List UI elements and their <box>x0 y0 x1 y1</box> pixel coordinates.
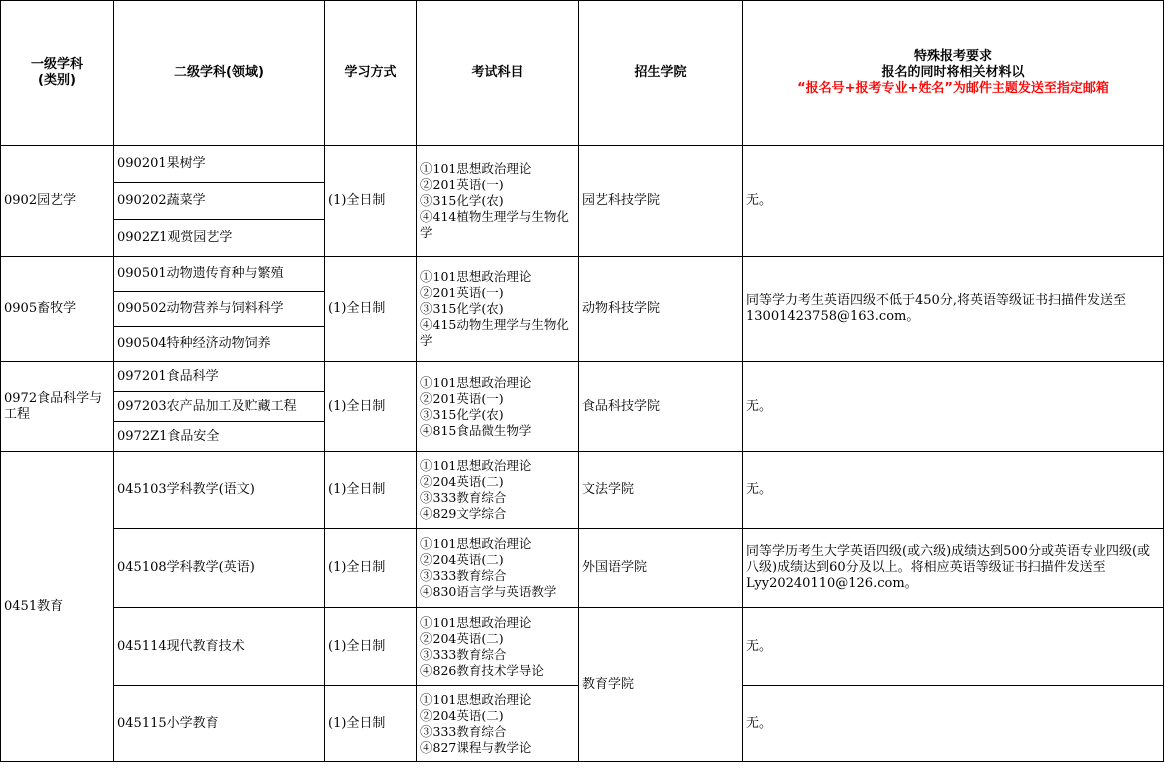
requirement-cell: 无。 <box>743 686 1164 762</box>
study-mode-cell: (1)全日制 <box>325 362 417 452</box>
secondary-subject-cell: 0902Z1观赏园艺学 <box>114 220 325 257</box>
exam-item: ④826教育技术学导论 <box>420 662 544 678</box>
requirement-cell: 无。 <box>743 608 1164 686</box>
primary-subject-cell: 0451教育 <box>1 452 114 762</box>
exam-item: ③333教育综合 <box>420 646 507 662</box>
header-exam: 考试科目 <box>417 1 579 146</box>
exam-item: ②201英语(一) <box>420 285 504 300</box>
exam-subjects-cell <box>417 362 579 452</box>
exam-item: ③315化学(农) <box>420 193 504 208</box>
table-row <box>1 146 1164 183</box>
exam-item: ④829文学综合 <box>420 506 507 521</box>
secondary-subject-cell: 045108学科教学(英语) <box>114 529 325 608</box>
header-req-line2: 报名的同时将相关材料以 <box>881 65 1025 80</box>
table-row <box>1 529 1164 608</box>
header-requirements <box>743 1 1164 146</box>
table-row <box>1 362 1164 392</box>
exam-item: ①101思想政治理论 <box>420 536 532 551</box>
exam-item: ③333教育综合 <box>420 723 507 739</box>
secondary-subject-cell: 045103学科教学(语文) <box>114 452 325 529</box>
study-mode-cell: (1)全日制 <box>325 146 417 257</box>
exam-item: ②201英语(一) <box>420 177 504 192</box>
exam-subjects-cell <box>417 452 579 529</box>
exam-item: ①101思想政治理论 <box>420 691 532 707</box>
exam-item: ②204英语(二) <box>420 552 504 567</box>
secondary-subject-cell: 0972Z1食品安全 <box>114 422 325 452</box>
study-mode-cell: (1)全日制 <box>325 452 417 529</box>
exam-item: ①101思想政治理论 <box>420 269 532 284</box>
header-primary <box>1 1 114 146</box>
exam-item: ③333教育综合 <box>420 490 507 505</box>
exam-item: ④415动物生理学与生物化学 <box>420 317 569 348</box>
exam-item: ③315化学(农) <box>420 301 504 316</box>
exam-subjects-cell <box>417 146 579 257</box>
requirement-cell: 无。 <box>743 362 1164 452</box>
study-mode-cell: (1)全日制 <box>325 257 417 362</box>
exam-item: ③333教育综合 <box>420 568 507 583</box>
secondary-subject-cell: 090202蔬菜学 <box>114 183 325 220</box>
header-secondary: 二级学科(领域) <box>114 1 325 146</box>
exam-item: ②204英语(二) <box>420 630 504 646</box>
primary-subject-cell: 0905畜牧学 <box>1 257 114 362</box>
requirement-cell: 同等学力考生英语四级不低于450分,将英语等级证书扫描件发送至13001423758@163.com。 <box>743 257 1164 362</box>
header-row <box>1 1 1164 146</box>
exam-item: ④414植物生理学与生物化学 <box>420 209 569 240</box>
exam-subjects-cell <box>417 257 579 362</box>
requirement-cell: 同等学历考生大学英语四级(或六级)成绩达到500分或英语专业四级(或八级)成绩达到60分及以上。将相应英语等级证书扫描件发送至Lyy20240110@126.com。 <box>743 529 1164 608</box>
college-cell: 动物科技学院 <box>579 257 743 362</box>
exam-subjects-cell <box>417 529 579 608</box>
exam-item: ①101思想政治理论 <box>420 614 532 630</box>
secondary-subject-cell: 097201食品科学 <box>114 362 325 392</box>
secondary-subject-cell: 090501动物遗传育种与繁殖 <box>114 257 325 292</box>
exam-item: ③315化学(农) <box>420 406 504 422</box>
exam-subjects-cell <box>417 608 579 686</box>
exam-item: ①101思想政治理论 <box>420 374 532 390</box>
college-cell: 食品科技学院 <box>579 362 743 452</box>
college-cell: 外国语学院 <box>579 529 743 608</box>
exam-subjects-cell <box>417 686 579 762</box>
college-cell: 教育学院 <box>579 608 743 762</box>
study-mode-cell: (1)全日制 <box>325 529 417 608</box>
header-mode: 学习方式 <box>325 1 417 146</box>
study-mode-cell: (1)全日制 <box>325 686 417 762</box>
secondary-subject-cell: 045115小学教育 <box>114 686 325 762</box>
secondary-subject-cell: 090502动物营养与饲料科学 <box>114 292 325 327</box>
header-primary-line1: 一级学科 <box>30 57 83 72</box>
exam-item: ①101思想政治理论 <box>420 458 532 473</box>
college-cell: 文法学院 <box>579 452 743 529</box>
secondary-subject-cell: 090201果树学 <box>114 146 325 183</box>
header-req-line3: “报名号+报考专业+姓名”为邮件主题发送至指定邮箱 <box>797 81 1109 96</box>
table-row <box>1 608 1164 686</box>
table-row <box>1 257 1164 292</box>
requirement-cell: 无。 <box>743 452 1164 529</box>
exam-item: ②204英语(二) <box>420 474 504 489</box>
secondary-subject-cell: 045114现代教育技术 <box>114 608 325 686</box>
exam-item: ④815食品微生物学 <box>420 422 532 438</box>
header-college: 招生学院 <box>579 1 743 146</box>
college-cell: 园艺科技学院 <box>579 146 743 257</box>
study-mode-cell: (1)全日制 <box>325 608 417 686</box>
secondary-subject-cell: 097203农产品加工及贮藏工程 <box>114 392 325 422</box>
exam-item: ④827课程与教学论 <box>420 739 532 755</box>
exam-item: ②204英语(二) <box>420 707 504 723</box>
exam-item: ①101思想政治理论 <box>420 161 532 176</box>
secondary-subject-cell: 090504特种经济动物饲养 <box>114 327 325 362</box>
requirement-cell: 无。 <box>743 146 1164 257</box>
header-req-line1: 特殊报考要求 <box>913 49 992 64</box>
exam-item: ②201英语(一) <box>420 390 504 406</box>
exam-item: ④830语言学与英语教学 <box>420 584 557 599</box>
header-primary-line2: (类别) <box>38 73 76 88</box>
primary-subject-cell: 0902园艺学 <box>1 146 114 257</box>
table-row <box>1 452 1164 529</box>
primary-subject-cell: 0972食品科学与工程 <box>1 362 114 452</box>
